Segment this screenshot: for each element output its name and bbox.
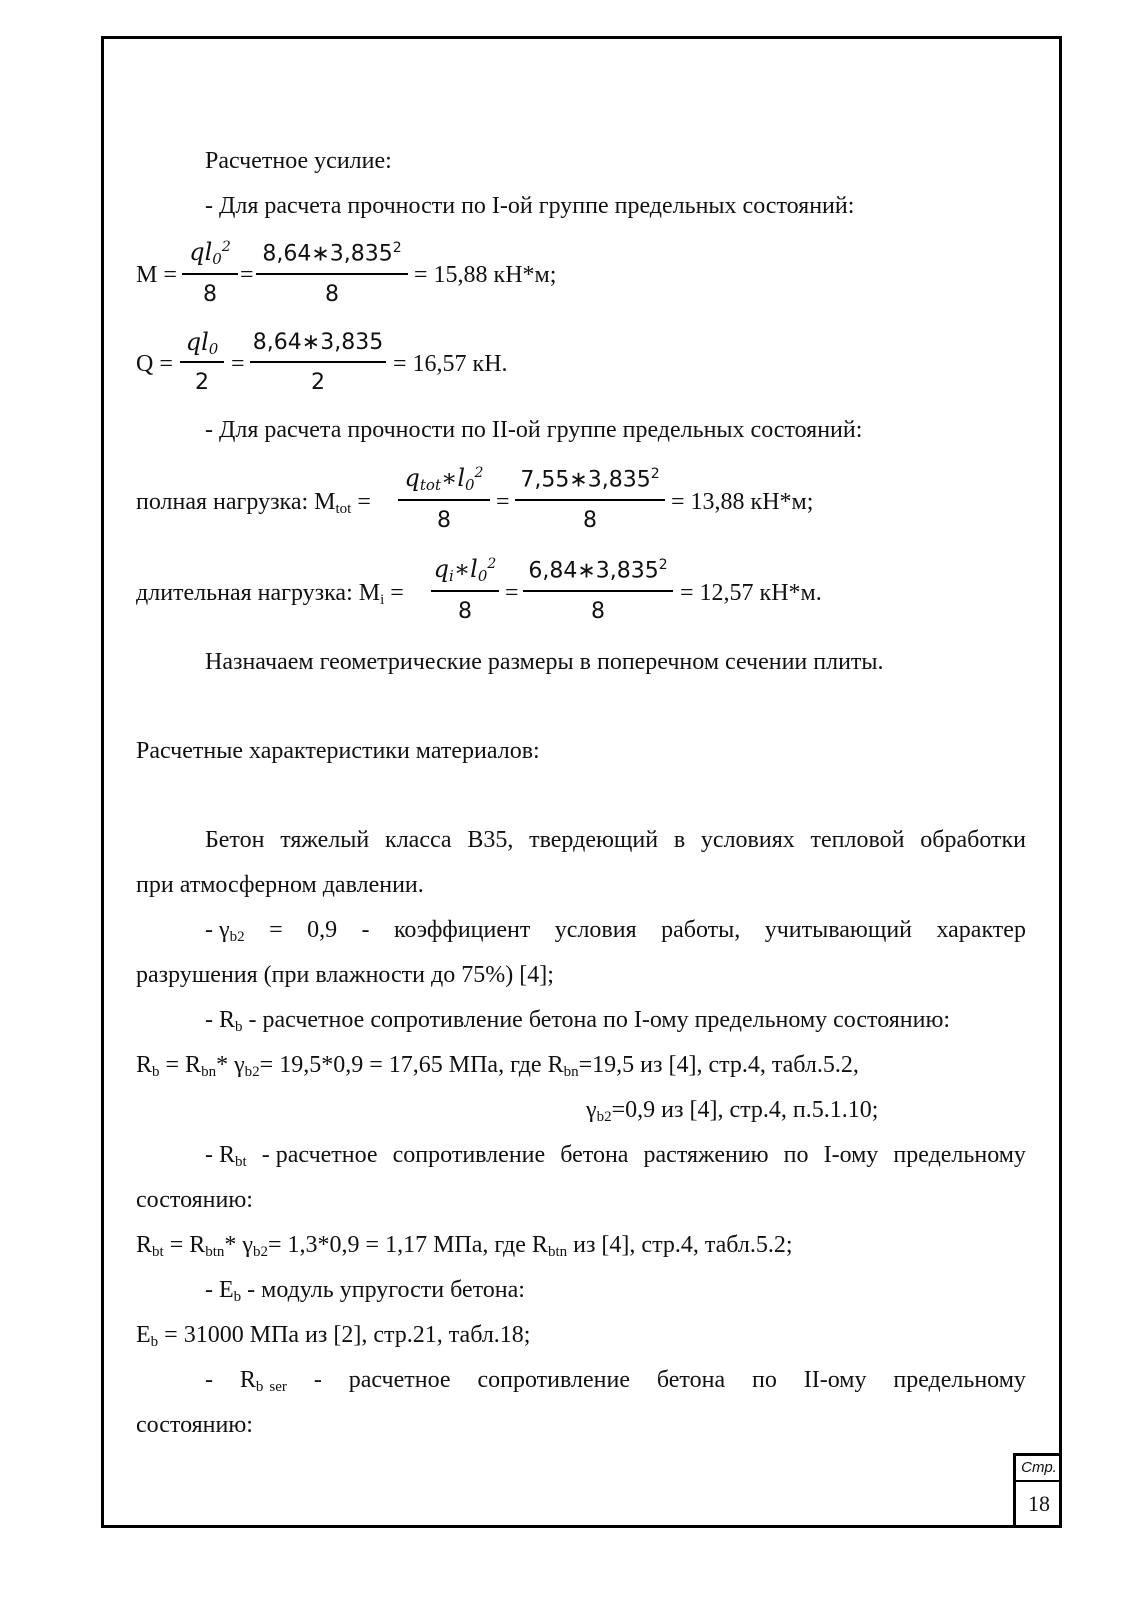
subscript: i: [449, 567, 454, 585]
word: бетона: [560, 1142, 629, 1168]
rbser-symbol: [240, 1366, 287, 1394]
subscript: 0: [212, 250, 222, 268]
rbt-formula: [136, 1231, 793, 1259]
frac-denominator: 8: [203, 282, 217, 307]
word: работы,: [661, 917, 741, 943]
subscript: bt: [152, 1244, 164, 1260]
text: = 19,5*0,9 = 17,65 МПа, где R: [259, 1052, 564, 1078]
text: =19,5 из [4], стр.4, табл.5.2,: [578, 1052, 859, 1078]
subscript: bt: [235, 1154, 247, 1170]
word: предельному: [893, 1142, 1026, 1168]
formula-q-eq: =: [231, 351, 245, 377]
group1-title: - Для расчета прочности по I-ой группе предельных состояний:: [205, 193, 855, 219]
formula-q-result: = 16,57 кН.: [393, 351, 508, 377]
subscript: b2: [596, 1109, 612, 1125]
heading-force: Расчетное усилие:: [205, 148, 392, 174]
subscript: ser: [269, 1379, 287, 1395]
rb-formula: [136, 1051, 859, 1079]
word: -: [205, 1367, 213, 1393]
materials-heading: Расчетные характеристики материалов:: [136, 738, 540, 764]
word: предельному: [893, 1367, 1026, 1393]
word: тяжелый: [280, 827, 370, 853]
fraction-bar: [182, 273, 238, 275]
rbser-title-line2: состоянию:: [136, 1412, 253, 1438]
word: В35,: [467, 827, 514, 853]
eb-title: [205, 1276, 525, 1304]
text: * γ: [224, 1232, 254, 1258]
text: - E: [205, 1277, 234, 1303]
text: - R: [205, 1007, 235, 1033]
geometry-note: Назначаем геометрические размеры в поперечном сечении плиты.: [205, 649, 884, 675]
concrete-para-line2: при атмосферном давлении.: [136, 872, 424, 898]
frac-denominator: 2: [311, 370, 325, 395]
word: бетона: [656, 1367, 726, 1393]
text: E: [136, 1322, 151, 1348]
subscript: b: [233, 1289, 242, 1305]
formula-mtot-eq: =: [496, 489, 510, 515]
frac-numerator: q: [433, 555, 450, 583]
text: - модуль упругости бетона:: [241, 1277, 525, 1303]
group2-title: - Для расчета прочности по II-ой группе предельных состояний:: [205, 417, 863, 443]
page-frame: [101, 36, 1062, 1528]
superscript: 2: [392, 240, 402, 256]
formula-mi-result: = 12,57 кН*м.: [680, 580, 822, 606]
formula-mtot-result: = 13,88 кН*м;: [671, 489, 814, 515]
formula-m-lhs: M =: [136, 262, 177, 288]
formula-m-frac2: [256, 236, 408, 312]
equals: =: [357, 489, 371, 515]
fraction-bar: [256, 273, 408, 275]
word: сопротивление: [392, 1142, 546, 1168]
subscript: b2: [253, 1244, 269, 1260]
word: -: [361, 917, 370, 943]
label-text: длительная нагрузка: M: [136, 580, 381, 606]
rbt-title-line2: состоянию:: [136, 1187, 253, 1213]
frac-denominator: 8: [325, 282, 339, 307]
word: в: [673, 827, 686, 853]
superscript: 2: [487, 556, 497, 572]
formula-mtot-frac1: [398, 462, 490, 538]
formula-mi-eq: =: [505, 580, 519, 606]
word: обработки: [920, 827, 1026, 853]
subscript: 0: [208, 340, 219, 358]
subscript: 0: [465, 476, 475, 494]
subscript: btn: [205, 1244, 225, 1260]
word: I-ому: [823, 1142, 879, 1168]
word: R: [239, 1367, 256, 1393]
word: Бетон: [205, 827, 265, 853]
word: II-ому: [803, 1367, 867, 1393]
superscript: 2: [221, 239, 231, 255]
subscript: b: [255, 1379, 264, 1395]
text: из [4], стр.4, табл.5.2;: [567, 1232, 793, 1258]
word: -: [313, 1367, 322, 1393]
frac-denominator: 8: [458, 599, 472, 624]
frac-numerator: ql: [185, 328, 209, 356]
text: * γ: [216, 1052, 245, 1078]
word: класса: [385, 827, 452, 853]
subscript: btn: [547, 1244, 568, 1260]
formula-m-result: = 15,88 кН*м;: [414, 262, 557, 288]
subscript: b: [150, 1334, 159, 1350]
formula-mtot-label: [136, 489, 371, 516]
word: 0,9: [307, 917, 338, 943]
rb-gamma-note: [586, 1096, 878, 1124]
text: = 31000 МПа из [2], стр.21, табл.18;: [158, 1322, 531, 1348]
subscript: b: [235, 1019, 243, 1035]
text: =0,9 из [4], стр.4, п.5.1.10;: [611, 1097, 879, 1123]
subscript: i: [380, 592, 385, 608]
subscript: b: [152, 1064, 160, 1080]
frac-denominator: 2: [195, 370, 209, 395]
subscript: bn: [563, 1064, 579, 1080]
fraction-bar: [431, 590, 499, 592]
word: =: [269, 917, 283, 943]
fraction-bar: [515, 499, 665, 501]
frac-numerator: q: [404, 464, 420, 492]
fraction-bar: [523, 590, 673, 592]
superscript: 2: [650, 466, 660, 482]
fraction-bar: [398, 499, 490, 501]
formula-mi-frac2: [523, 553, 673, 629]
word: условиях: [700, 827, 795, 853]
text: γ: [586, 1097, 597, 1123]
word: тепловой: [810, 827, 905, 853]
formula-q-lhs: Q =: [136, 351, 173, 377]
word: - расчетное: [261, 1142, 378, 1168]
formula-mi-frac1: [431, 553, 499, 629]
concrete-para-line1: [205, 826, 1026, 854]
word: характер: [936, 917, 1026, 943]
word: твердеющий: [529, 827, 659, 853]
subscript: b2: [244, 1064, 260, 1080]
word: коэффициент: [393, 917, 531, 943]
rbt-title-line1: [205, 1141, 1026, 1169]
formula-q-frac2: [250, 326, 386, 400]
word: - R: [205, 1142, 235, 1168]
subscript: tot: [419, 476, 441, 494]
subscript: tot: [335, 501, 352, 517]
subscript: bn: [201, 1064, 217, 1080]
formula-mtot-frac2: [515, 462, 665, 538]
frac-numerator: 8,64∗3,835: [262, 241, 393, 267]
word: растяжению: [643, 1142, 769, 1168]
equals: =: [390, 580, 404, 606]
formula-m-eq: =: [240, 262, 254, 288]
frac-denominator: 8: [591, 599, 605, 624]
formula-q-frac1: [180, 326, 224, 400]
page-number: 18: [1028, 1491, 1050, 1516]
fraction-bar: [180, 361, 224, 363]
frac-denominator: 8: [583, 508, 597, 533]
text: = R: [163, 1232, 206, 1258]
eb-formula: [136, 1321, 530, 1349]
label-text: полная нагрузка: M: [136, 489, 336, 515]
page-label: Стр.: [1016, 1456, 1062, 1482]
superscript: 2: [474, 465, 484, 481]
text: R: [136, 1232, 153, 1258]
frac-numerator: 6,84∗3,835: [528, 558, 659, 584]
word: расчетное: [348, 1367, 451, 1393]
subscript: b2: [229, 929, 245, 945]
text: = R: [159, 1052, 202, 1078]
frac-denominator: 8: [437, 508, 451, 533]
word: сопротивление: [477, 1367, 630, 1393]
rbser-title-line1: [205, 1366, 1026, 1394]
text: - расчетное сопротивление бетона по I-ому предельному состоянию:: [242, 1007, 951, 1033]
word: учитывающий: [764, 917, 913, 943]
frac-numerator: ql: [189, 238, 213, 266]
rb-title: [205, 1006, 950, 1034]
formula-mi-label: [136, 580, 404, 607]
gamma-para-line1: [205, 916, 1026, 944]
frac-numerator: 7,55∗3,835: [520, 467, 651, 493]
text: R: [136, 1052, 153, 1078]
subscript: 0: [477, 567, 488, 585]
page-number-stamp: [1013, 1453, 1062, 1528]
rbt-symbol: [205, 1141, 247, 1169]
gamma-symbol: [205, 916, 245, 944]
frac-numerator: 8,64∗3,835: [252, 330, 384, 355]
word: по: [783, 1142, 809, 1168]
word: - γ: [205, 917, 230, 943]
formula-m-frac1: [182, 236, 238, 312]
word: условия: [554, 917, 637, 943]
superscript: 2: [658, 557, 668, 573]
frac-numerator-rest: ∗l: [453, 555, 478, 583]
gamma-para-line2: разрушения (при влажности до 75%) [4];: [136, 962, 554, 988]
frac-numerator-rest: ∗l: [441, 464, 465, 492]
word: по: [752, 1367, 777, 1393]
text: = 1,3*0,9 = 1,17 МПа, где R: [268, 1232, 548, 1258]
fraction-bar: [250, 361, 386, 363]
